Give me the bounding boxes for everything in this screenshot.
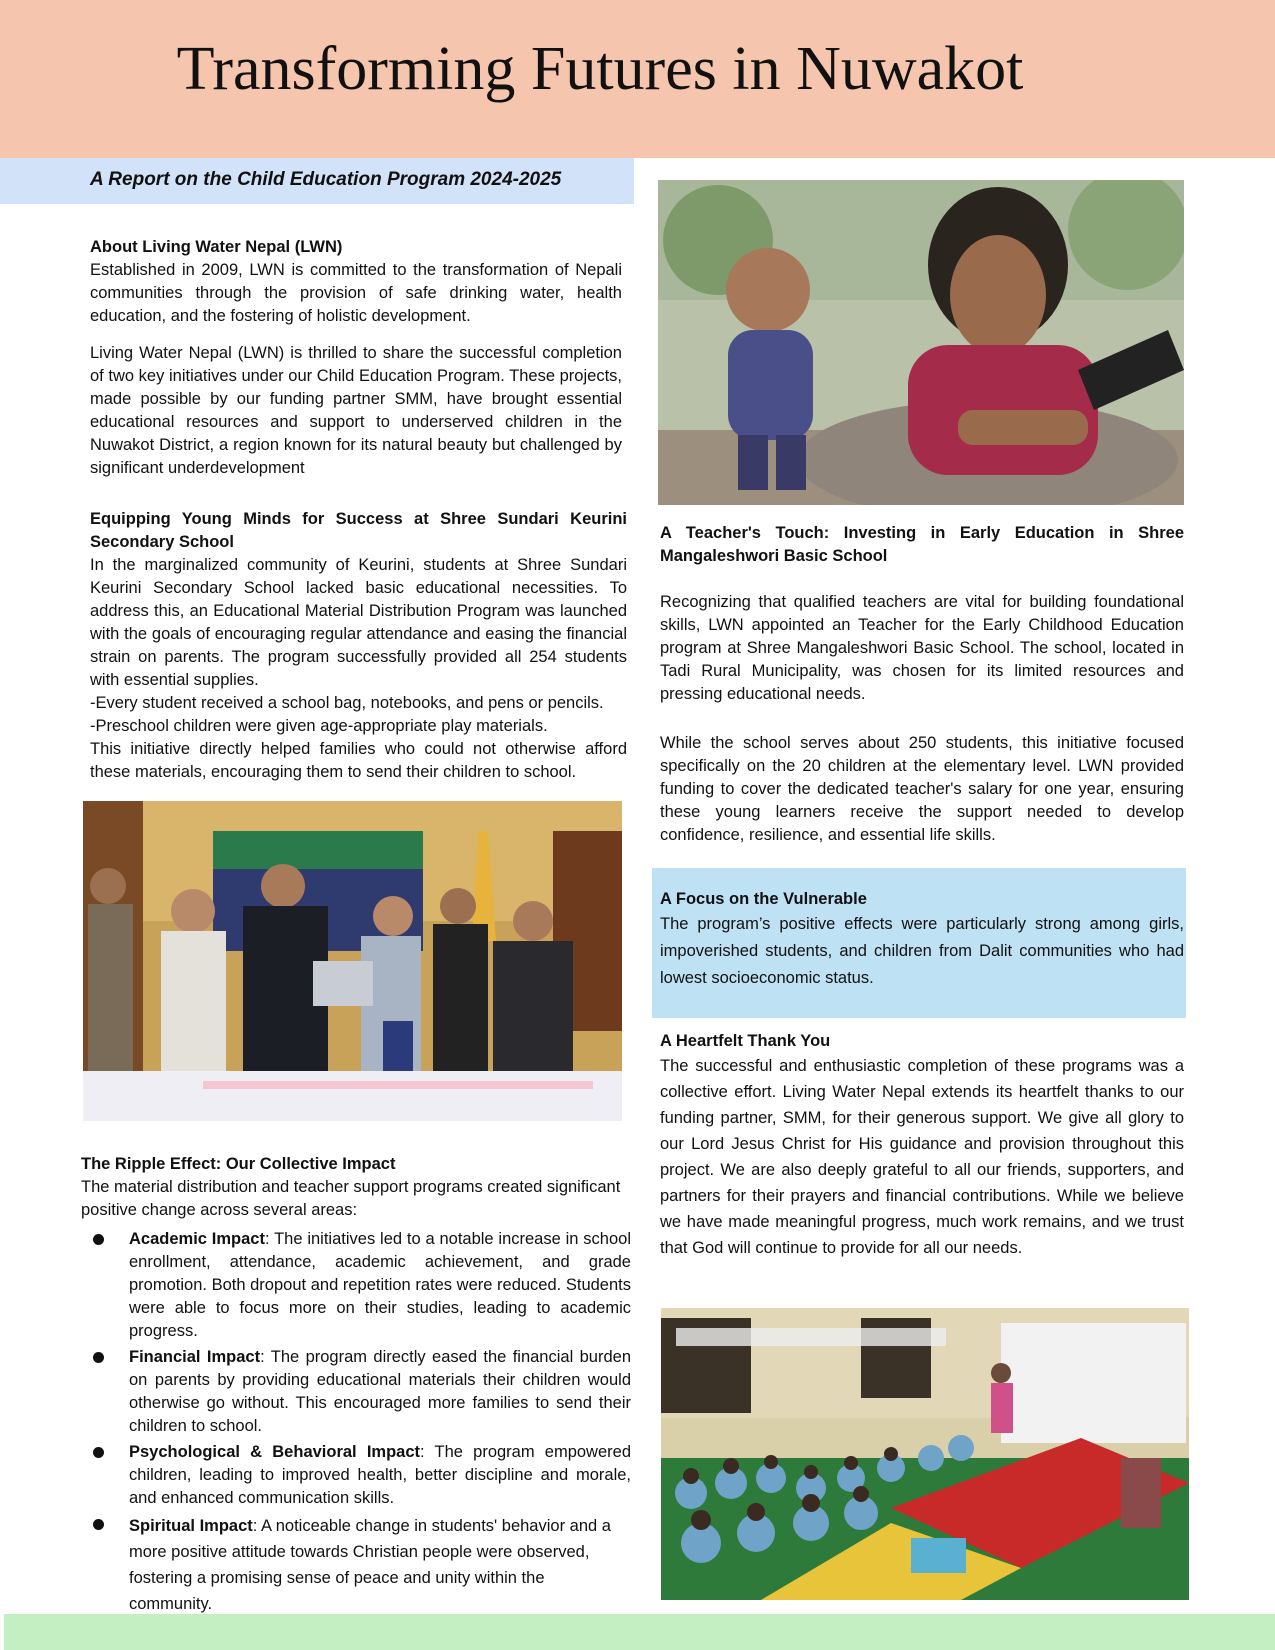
- equipping-line-1: -Every student received a school bag, notebooks, and pens or pencils.: [90, 694, 604, 712]
- bullet-icon: [93, 1519, 104, 1530]
- report-subtitle: A Report on the Child Education Program 2024-2025: [90, 169, 562, 190]
- ripple-heading: The Ripple Effect: Our Collective Impact: [81, 1155, 396, 1173]
- impact-title: Financial Impact: [129, 1348, 261, 1366]
- vulnerable-body: The program’s positive effects were particularly strong among girls, impoverished students, and children from Dalit communities who had lowest socioeconomic status.: [660, 915, 1184, 987]
- impact-text: : The program empowered children, leading to improved health, better discipline and morale, and enhanced communication skills.: [129, 1443, 631, 1507]
- impact-title: Academic Impact: [129, 1230, 265, 1248]
- equipping-line-2: -Preschool children were given age-appropriate play materials.: [90, 717, 548, 735]
- impact-item-financial: [81, 1346, 631, 1438]
- thanks-body: The successful and enthusiastic completion of these programs was a collective effort. Living Water Nepal extends its heartfelt thanks to our funding partner, SMM, for their generous support. We give all glory to our Lord Jesus Christ for His guidance and provision throughout this project. We are also deeply grateful to all our friends, supporters, and partners for their prayers and financial contributions. While we believe we have made meaningful progress, much work remains, and we trust that God will continue to provide for all our needs.: [660, 1057, 1184, 1257]
- bullet-icon: [93, 1352, 104, 1363]
- impact-item-academic: [81, 1228, 631, 1343]
- teacher-section-heading: [660, 522, 1184, 568]
- equipping-closing: This initiative directly helped families who could not otherwise afford these materials, encouraging them to send their children to school.: [90, 740, 627, 781]
- teacher-paragraph-1: [660, 591, 1184, 706]
- impact-text: : The initiatives led to a notable increase in school enrollment, attendance, academic achievement, and grade promotion. Both dropout and repetition rates were reduced. Students were able to focus more on their studies, leading to academic progress.: [129, 1230, 631, 1340]
- vulnerable-heading: A Focus on the Vulnerable: [660, 890, 867, 908]
- thanks-section: [660, 1030, 1184, 1261]
- classroom-photo: [661, 1308, 1189, 1600]
- impact-list: [81, 1228, 631, 1617]
- ripple-section: [81, 1153, 631, 1620]
- impact-text: : The program directly eased the financial burden on parents by providing educational materials their children would otherwise go without. This encouraged more families to send their children to school.: [129, 1348, 631, 1435]
- teacher-paragraph-2: [660, 732, 1184, 847]
- distribution-photo: [83, 801, 622, 1121]
- equipping-body: In the marginalized community of Keurini, students at Shree Sundari Keurini Secondary School lacked basic educational necessities. To address this, an Educational Material Distribution Program was launched with the goals of encouraging regular attendance and easing the financial strain on parents. The program successfully provided all 254 students with essential supplies.: [90, 556, 627, 689]
- impact-title: Spiritual Impact: [129, 1517, 253, 1535]
- equipping-section: [90, 508, 627, 784]
- teacher-heading: A Teacher's Touch: Investing in Early Education in Shree Mangaleshwori Basic School: [660, 524, 1184, 565]
- impact-title: Psychological & Behavioral Impact: [129, 1443, 421, 1461]
- portrait-photo: [658, 180, 1184, 505]
- bullet-icon: [93, 1234, 104, 1245]
- footer-band: [4, 1614, 1275, 1650]
- page-title: Transforming Futures in Nuwakot: [176, 35, 1024, 103]
- intro-body: Living Water Nepal (LWN) is thrilled to share the successful completion of two key initiatives under our Child Education Program. These projects, made possible by our funding partner SMM, have brought essential educational resources and support to underserved children in the Nuwakot District, a region known for its natural beauty but challenged by significant underdevelopment: [90, 344, 622, 477]
- bullet-icon: [93, 1447, 104, 1458]
- about-body: Established in 2009, LWN is committed to the transformation of Nepali communities through the provision of safe drinking water, health education, and the fostering of holistic development.: [90, 261, 622, 325]
- teacher-body-2: While the school serves about 250 students, this initiative focused specifically on the 20 children at the elementary level. LWN provided funding to cover the dedicated teacher's salary for one year, ensuring these young learners receive the support needed to develop confidence, resilience, and essential life skills.: [660, 734, 1184, 844]
- thanks-heading: A Heartfelt Thank You: [660, 1032, 831, 1050]
- about-heading: About Living Water Nepal (LWN): [90, 238, 343, 256]
- teacher-body-1: Recognizing that qualified teachers are vital for building foundational skills, LWN appointed an Teacher for the Early Childhood Education program at Shree Mangaleshwori Basic School. The school, located in Tadi Rural Municipality, was chosen for its limited resources and pressing educational needs.: [660, 593, 1184, 703]
- ripple-body: The material distribution and teacher support programs created significant positive change across several areas:: [81, 1178, 621, 1219]
- about-section: [90, 236, 622, 328]
- equipping-heading: Equipping Young Minds for Success at Shree Sundari Keurini Secondary School: [90, 510, 627, 551]
- intro-section: [90, 342, 622, 480]
- impact-item-psychological: [81, 1441, 631, 1510]
- impact-text: : A noticeable change in students' behavior and a more positive attitude towards Christian people were observed, fostering a promising sense of peace and unity within the community.: [129, 1517, 611, 1613]
- vulnerable-section: [660, 888, 1184, 992]
- impact-item-spiritual: [81, 1513, 631, 1617]
